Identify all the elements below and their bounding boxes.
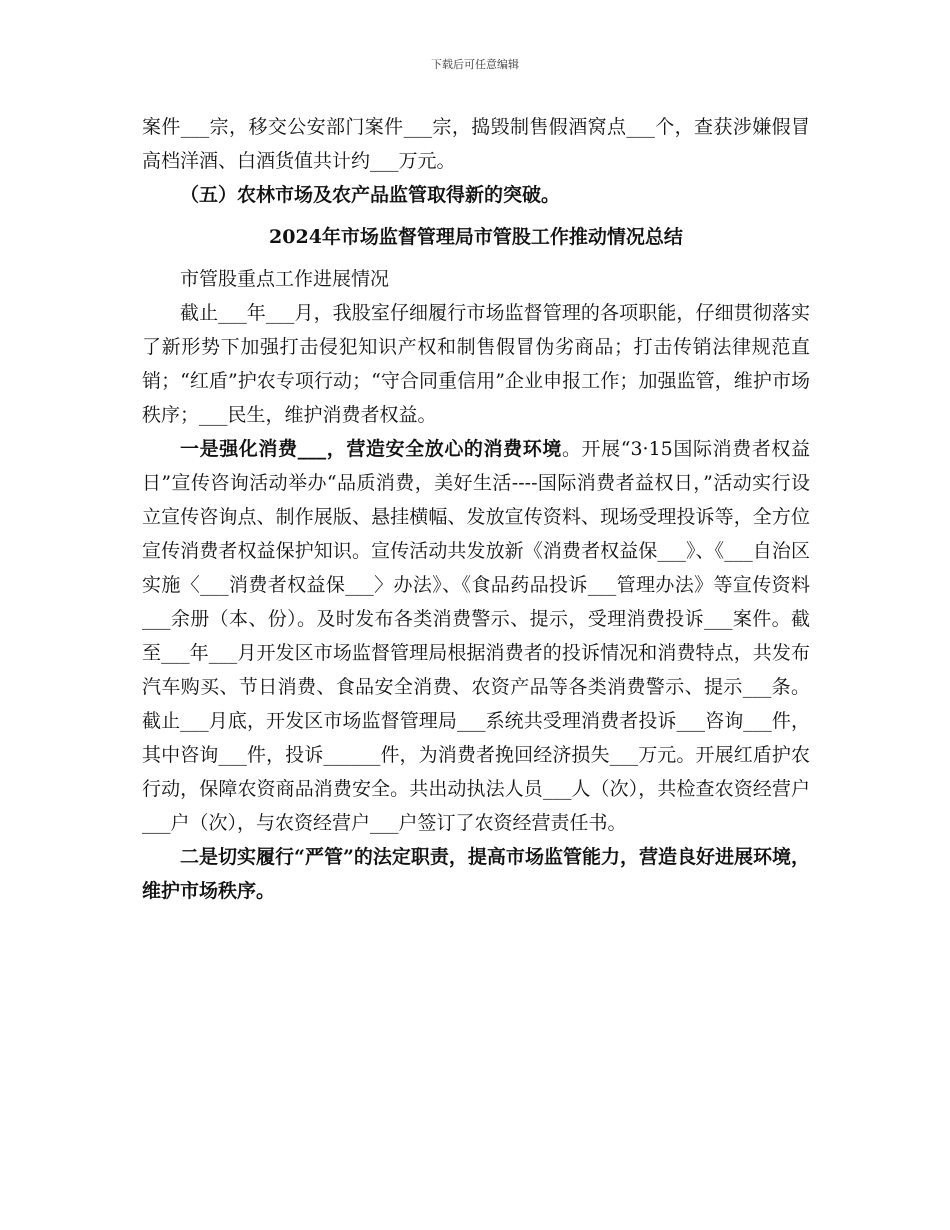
document-title: 2024年市场监督管理局市管股工作推动情况总结	[269, 226, 683, 248]
paragraph-overview: 截止___年___月，我股室仔细履行市场监督管理的各项职能，仔细贯彻落实了新形势下加强打击侵犯知识产权和制售假冒伪劣商品；打击传销法律规范直销；“红盾”护农专项行动；“守合同重信用”企业申报工作；加强监管，维护市场秩序；___民生，维护消费者权益。	[142, 302, 810, 426]
paragraph-cases: 案件___宗，移交公安部门案件___宗，捣毁制售假酒窝点___个，查获涉嫌假冒高档洋酒、白酒货值共计约___万元。	[142, 116, 810, 172]
section-subtitle: 市管股重点工作进展情况	[180, 268, 390, 290]
document-body	[142, 110, 810, 908]
paragraph-consumption-heading: 一是强化消费___，营造安全放心的消费环境	[180, 438, 562, 460]
header-note: 下载后可任意编辑	[431, 58, 519, 71]
paragraph-consumption-body: 。开展“3·15国际消费者权益日”宣传咨询活动举办“品质消费，美好生活----国际消费者益权日，”活动实行设立宣传咨询点、制作展版、悬挂横幅、发放宣传资料、现场受理投诉等，全方位宣传消费者权益保护知识。宣传活动共发放新《消费者权益保___》、《___自治区实施〈___消费者权益保___〉办法》、《食品药品投诉___管理办法》等宣传资料___余册（本、份）。及时发布各类消费警示、提示，受理消费投诉___案件。截至___年___月开发区市场监督管理局根据消费者的投诉情况和消费特点，共发布汽车购买、节日消费、食品安全消费、农资产品等各类消费警示、提示___条。截止___月底，开发区市场监督管理局___系统共受理消费者投诉___咨询___件，其中咨询___件，投诉______件，为消费者挽回经济损失___万元。开展红盾护农行动，保障农资商品消费安全。共出动执法人员___人（次），共检查农资经营户___户（次），与农资经营户___户签订了农资经营责任书。	[142, 438, 810, 834]
section-heading-five: （五）农林市场及农产品监管取得新的突破。	[180, 184, 561, 206]
paragraph-supervision-heading: 二是切实履行“严管”的法定职责，提高市场监管能力，营造良好进展环境，维护市场秩序。	[142, 846, 810, 902]
paragraph-consumption	[142, 432, 810, 840]
